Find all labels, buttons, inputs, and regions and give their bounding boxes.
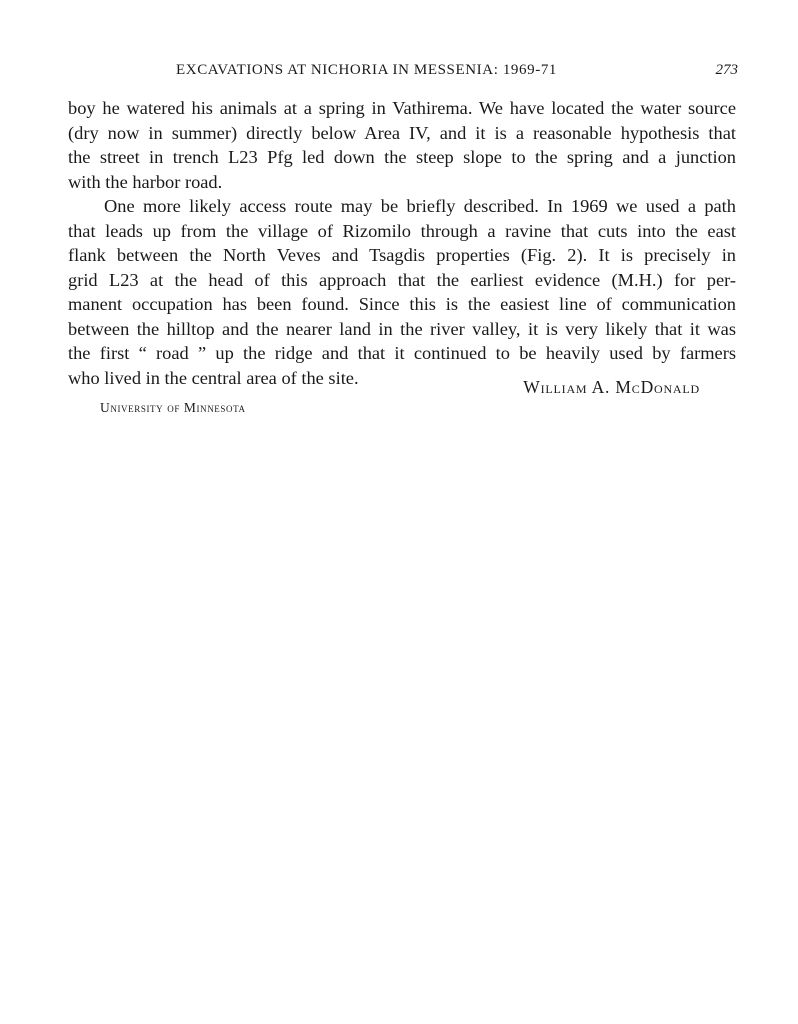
text-line: the street in trench L23 Pfg led down the steep slope to the spring and a junction bbox=[68, 147, 736, 167]
paragraph-2 bbox=[68, 194, 736, 390]
text-line: with the harbor road. bbox=[68, 171, 223, 192]
running-head bbox=[68, 62, 738, 84]
text-line: boy he watered his animals at a spring in Vathirema. We have located the water source bbox=[68, 98, 736, 118]
paragraph-1 bbox=[68, 96, 736, 194]
text-line: One more likely access route may be briefly described. In 1969 we used a path bbox=[104, 196, 736, 216]
text-line: flank between the North Veves and Tsagdis properties (Fig. 2). It is precisely in bbox=[68, 245, 736, 265]
author-signature: William A. McDonald bbox=[523, 377, 700, 397]
text-line: who lived in the central area of the site. bbox=[68, 367, 359, 388]
text-line: manent occupation has been found. Since this is the easiest line of communication bbox=[68, 294, 736, 314]
text-line: the first “ road ” up the ridge and that it continued to be heavily used by farmers bbox=[68, 343, 736, 363]
body-text bbox=[68, 96, 736, 390]
page-number: 273 bbox=[715, 62, 738, 78]
text-line: (dry now in summer) directly below Area IV, and it is a reasonable hypothesis that bbox=[68, 122, 736, 143]
running-title: EXCAVATIONS AT NICHORIA IN MESSENIA: 1969-71 bbox=[176, 62, 558, 78]
author-affiliation: University of Minnesota bbox=[100, 400, 246, 415]
text-line: that leads up from the village of Rizomilo through a ravine that cuts into the east bbox=[68, 220, 736, 241]
text-line: between the hilltop and the nearer land in the river valley, it is very likely that it was bbox=[68, 318, 736, 339]
text-line: grid L23 at the head of this approach that the earliest evidence (M.H.) for per- bbox=[68, 269, 736, 290]
